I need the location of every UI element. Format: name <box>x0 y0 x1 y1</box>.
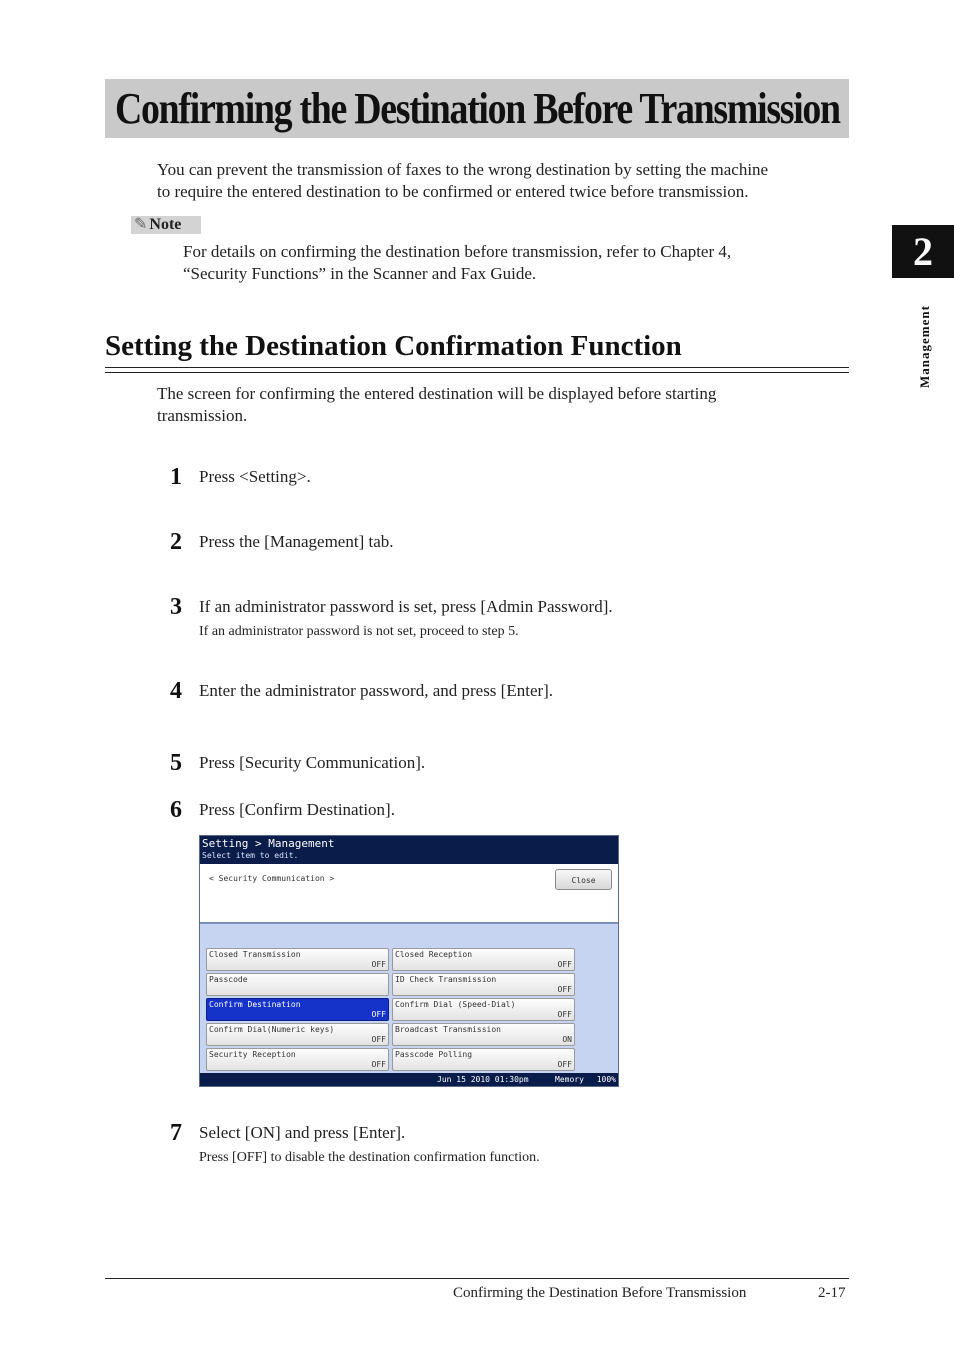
section-heading: Setting the Destination Confirmation Function <box>105 330 682 362</box>
footer-rule <box>105 1278 849 1279</box>
page-title: Confirming the Destination Before Transmission <box>115 84 840 133</box>
step-text: Press <Setting>. <box>199 467 311 486</box>
note-label: Note <box>149 216 182 233</box>
step-number: 5 <box>170 750 182 776</box>
step-subtext: Press [OFF] to disable the destination confirmation function. <box>199 1150 540 1165</box>
intro-line-1: You can prevent the transmission of faxes to the wrong destination by setting the machine <box>157 160 769 179</box>
step-number: 6 <box>170 797 182 823</box>
footer-title: Confirming the Destination Before Transmission <box>453 1285 747 1301</box>
option-closed-transmission[interactable] <box>206 948 389 971</box>
pencil-icon: ✎ <box>134 216 148 233</box>
close-button[interactable]: Close <box>555 869 612 890</box>
option-id-check-transmission[interactable] <box>392 973 575 996</box>
option-value: OFF <box>371 1035 386 1044</box>
screen-top-area <box>200 864 618 924</box>
option-value: OFF <box>371 1010 386 1019</box>
step-number: 3 <box>170 594 182 620</box>
breadcrumb: Setting > Management <box>202 837 335 850</box>
note-badge <box>131 216 201 234</box>
option-value: OFF <box>557 960 572 969</box>
page-number: 2-17 <box>818 1285 846 1301</box>
step-text: If an administrator password is set, press [Admin Password]. <box>199 597 613 616</box>
option-value: OFF <box>371 960 386 969</box>
step-number: 7 <box>170 1120 182 1146</box>
option-label: Confirm Destination <box>209 1000 301 1009</box>
option-passcode[interactable] <box>206 973 389 996</box>
security-communication-label: < Security Communication > <box>209 874 335 883</box>
step-number: 4 <box>170 678 182 704</box>
chapter-tab: 2 <box>892 225 954 278</box>
option-label: Confirm Dial (Speed-Dial) <box>395 1000 516 1009</box>
section-line-2: transmission. <box>157 406 248 425</box>
option-label: Closed Reception <box>395 950 473 959</box>
screen-header <box>200 836 618 864</box>
options-area <box>200 924 618 1074</box>
chapter-side-label: Management <box>917 305 932 388</box>
section-rule-top <box>105 367 849 368</box>
option-broadcast-transmission[interactable] <box>392 1023 575 1046</box>
step-number: 1 <box>170 464 182 490</box>
step-subtext: If an administrator password is not set, proceed to step 5. <box>199 624 519 639</box>
step-text: Select [ON] and press [Enter]. <box>199 1123 406 1142</box>
device-screen <box>199 835 619 1087</box>
step-text: Press [Security Communication]. <box>199 753 426 772</box>
option-passcode-polling[interactable] <box>392 1048 575 1071</box>
status-date: Jun 15 2010 01:30pm <box>437 1075 529 1084</box>
option-value: OFF <box>557 1060 572 1069</box>
option-label: Security Reception <box>209 1050 296 1059</box>
section-line-1: The screen for confirming the entered destination will be displayed before starting <box>157 384 717 403</box>
option-confirm-dial-speed-dial[interactable] <box>392 998 575 1021</box>
option-closed-reception[interactable] <box>392 948 575 971</box>
step-text: Enter the administrator password, and press [Enter]. <box>199 681 554 700</box>
option-label: ID Check Transmission <box>395 975 497 984</box>
intro-line-2: to require the entered destination to be confirmed or entered twice before transmission. <box>157 182 749 201</box>
option-value: OFF <box>371 1060 386 1069</box>
option-value: ON <box>562 1035 572 1044</box>
step-text: Press [Confirm Destination]. <box>199 800 395 819</box>
option-value: OFF <box>557 1010 572 1019</box>
option-confirm-destination[interactable] <box>206 998 389 1021</box>
note-line-2: “Security Functions” in the Scanner and Fax Guide. <box>183 264 537 283</box>
section-rule-bottom <box>105 372 849 373</box>
note-line-1: For details on confirming the destination before transmission, refer to Chapter 4, <box>183 242 732 261</box>
status-memory-percent: 100% <box>596 1075 616 1084</box>
title-bar <box>105 79 849 138</box>
option-value: OFF <box>557 985 572 994</box>
step-number: 2 <box>170 529 182 555</box>
status-memory-label: Memory <box>555 1075 584 1084</box>
step-text: Press the [Management] tab. <box>199 532 394 551</box>
screen-hint: Select item to edit. <box>202 851 299 860</box>
option-label: Passcode Polling <box>395 1050 473 1059</box>
option-label: Confirm Dial(Numeric keys) <box>209 1025 335 1034</box>
option-security-reception[interactable] <box>206 1048 389 1071</box>
screen-status-bar <box>200 1073 618 1086</box>
option-label: Closed Transmission <box>209 950 301 959</box>
option-confirm-dial-numeric[interactable] <box>206 1023 389 1046</box>
option-label: Passcode <box>209 975 248 984</box>
option-label: Broadcast Transmission <box>395 1025 501 1034</box>
